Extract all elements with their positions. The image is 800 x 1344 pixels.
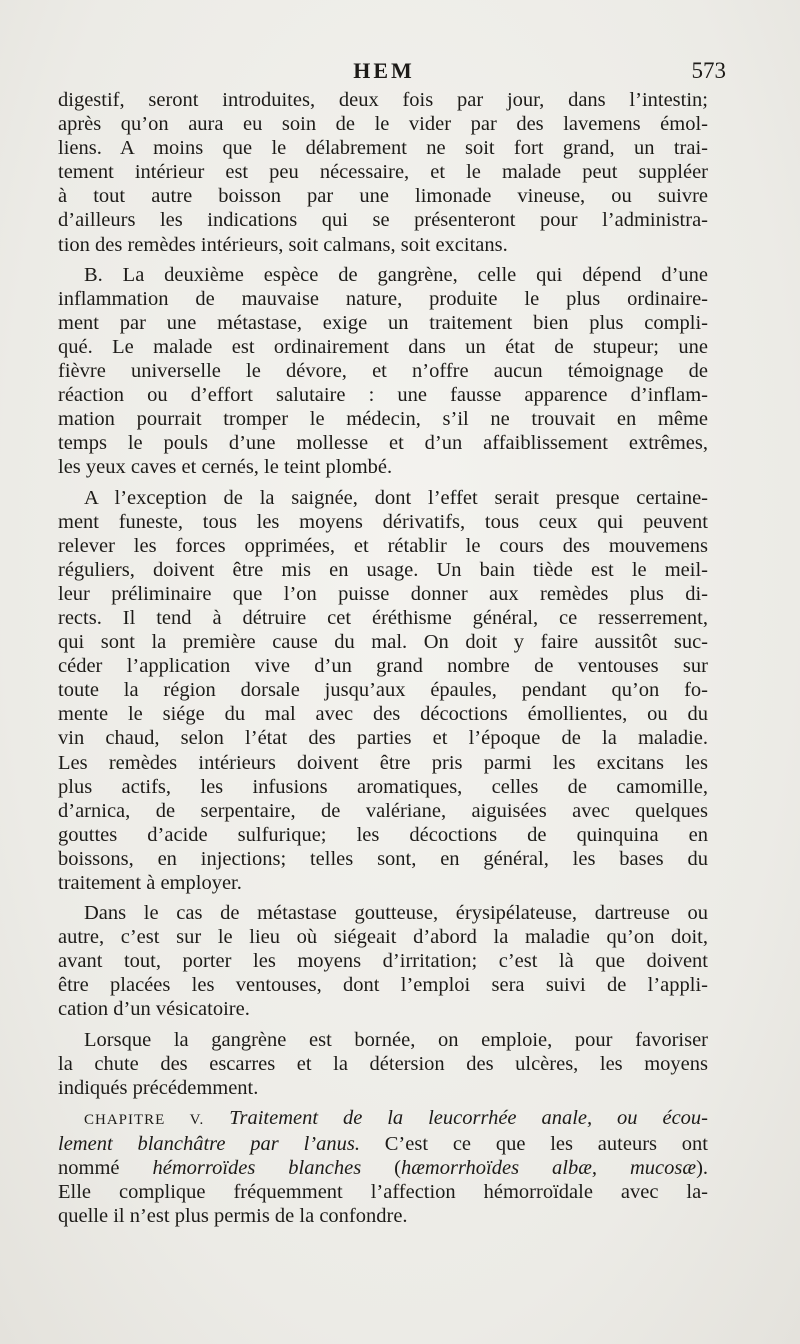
text-line: temps le pouls d’une mollesse et d’un affaiblissement extrêmes, [58,432,708,455]
text-line: traitement à employer. [58,872,242,894]
running-title: HEM [353,58,415,83]
text-line: à tout autre boisson par une limonade vineuse, ou suivre [58,185,708,208]
page-number: 573 [691,58,726,83]
body-text [58,88,708,1234]
text-line: toute la région dorsale jusqu’aux épaules, pendant qu’on fo- [58,679,708,702]
text-line: tion des remèdes intérieurs, soit calmans, soit excitans. [58,233,508,256]
text-line: ment funeste, tous les moyens dérivatifs, tous ceux qui peuvent [58,510,708,533]
text-line: ment par une métastase, exige un traitement bien plus compli- [58,311,708,334]
text-line: Les remèdes intérieurs doivent être pris parmi les excitans les [58,751,708,774]
chapter-heading-paragraph [58,1106,708,1228]
text-line: mation pourrait tromper le médecin, s’il ne trouvait en même [58,408,708,431]
text-line: Lorsque la gangrène est bornée, on emploie, pour favoriser [84,1028,708,1051]
text-line: rects. Il tend à détruire cet éréthisme général, ce resserrement, [58,606,708,629]
paragraph-list [58,88,708,1100]
chapter-text: ( [361,1157,401,1180]
text-line: A l’exception de la saignée, dont l’effet serait presque certaine- [84,486,708,509]
running-head [60,58,726,88]
text-line [58,1156,708,1180]
text-line: tement intérieur est peu nécessaire, et le malade peut suppléer [58,161,708,184]
chapter-text: nommé [58,1157,153,1180]
paragraph [58,263,708,480]
text-line: leur préliminaire que l’on puisse donner aux remèdes plus di- [58,582,708,605]
text-line: Elle complique fréquemment l’affection hémorroïdale avec la- [58,1181,708,1204]
paragraph [58,1028,708,1100]
paragraph [58,486,708,896]
text-line: liens. A moins que le délabrement ne soit fort grand, un trai- [58,137,708,160]
text-line: quelle il n’est plus permis de la confondre. [58,1205,408,1228]
text-line: avant tout, porter les moyens d’irritation; c’est là que doivent [58,950,708,973]
text-line: réguliers, doivent être mis en usage. Un bain tiède est le meil- [58,558,708,581]
text-line: d’arnica, de serpentaire, de valériane, aiguisées avec quelques [58,799,708,822]
text-line: gouttes d’acide sulfurique; les décoctions de quinquina en [58,823,708,846]
text-line: cation d’un vésicatoire. [58,998,250,1021]
text-line: qué. Le malade est ordinairement dans un état de stupeur; une [58,335,708,358]
text-line: la chute des escarres et la détersion des ulcères, les moyens [58,1052,708,1075]
chapter-text: ). [696,1157,709,1180]
text-line: fièvre universelle le dévore, et n’offre aucun témoignage de [58,360,708,383]
term-italic: hémorroïdes blanches [152,1157,362,1180]
text-line: B. La deuxième espèce de gangrène, celle qui dépend d’une [84,263,708,286]
paragraph [58,901,708,1021]
text-line: être placées les ventouses, dont l’emploi sera suivi de l’appli- [58,974,708,997]
text-line: les yeux caves et cernés, le teint plombé. [58,456,393,479]
text-line: Dans le cas de métastase goutteuse, érysipélateuse, dartreuse ou [84,902,708,925]
text-line: relever les forces opprimées, et rétablir le cours des mouvemens [58,534,708,557]
text-line: mente le siége du mal avec des décoctions émollientes, ou du [58,703,708,726]
text-line: indiqués précédemment. [58,1076,259,1099]
chapter-title-part2: lement blanchâtre par l’anus. [58,1132,360,1155]
text-line: réaction ou d’effort salutaire : une fausse apparence d’inflam- [58,384,708,407]
latin-term: hæmorrhoïdes albæ, mucosæ [400,1157,697,1180]
text-line: inflammation de mauvaise nature, produite le plus ordinaire- [58,287,708,310]
text-line: vin chaud, selon l’état des parties et l’époque de la maladie. [58,727,708,750]
text-line [58,1132,708,1156]
text-line: d’ailleurs les indications qui se présenteront pour l’administra- [58,209,708,232]
chapter-text: C’est ce que les auteurs ont [359,1132,708,1155]
paragraph [58,88,708,257]
text-line: boissons, en injections; telles sont, en général, les bases du [58,847,708,870]
text-line: céder l’application vive d’un grand nombre de ventouses sur [58,655,708,678]
text-line: qui sont la première cause du mal. On doit y faire aussitôt suc- [58,631,708,654]
text-line: après qu’on aura eu soin de le vider par des lavemens émol- [58,113,708,136]
text-line: digestif, seront introduites, deux fois par jour, dans l’intestin; [58,89,708,111]
chapter-title-part1: Traitement de la leucorrhée anale, ou écou- [229,1106,708,1129]
text-line: autre, c’est sur le lieu où siégeait d’abord la maladie qu’on doit, [58,926,708,949]
text-line: plus actifs, les infusions aromatiques, celles de camomille, [58,775,708,798]
chapter-label: CHAPITRE V. [84,1111,205,1128]
text-line [58,1106,708,1132]
